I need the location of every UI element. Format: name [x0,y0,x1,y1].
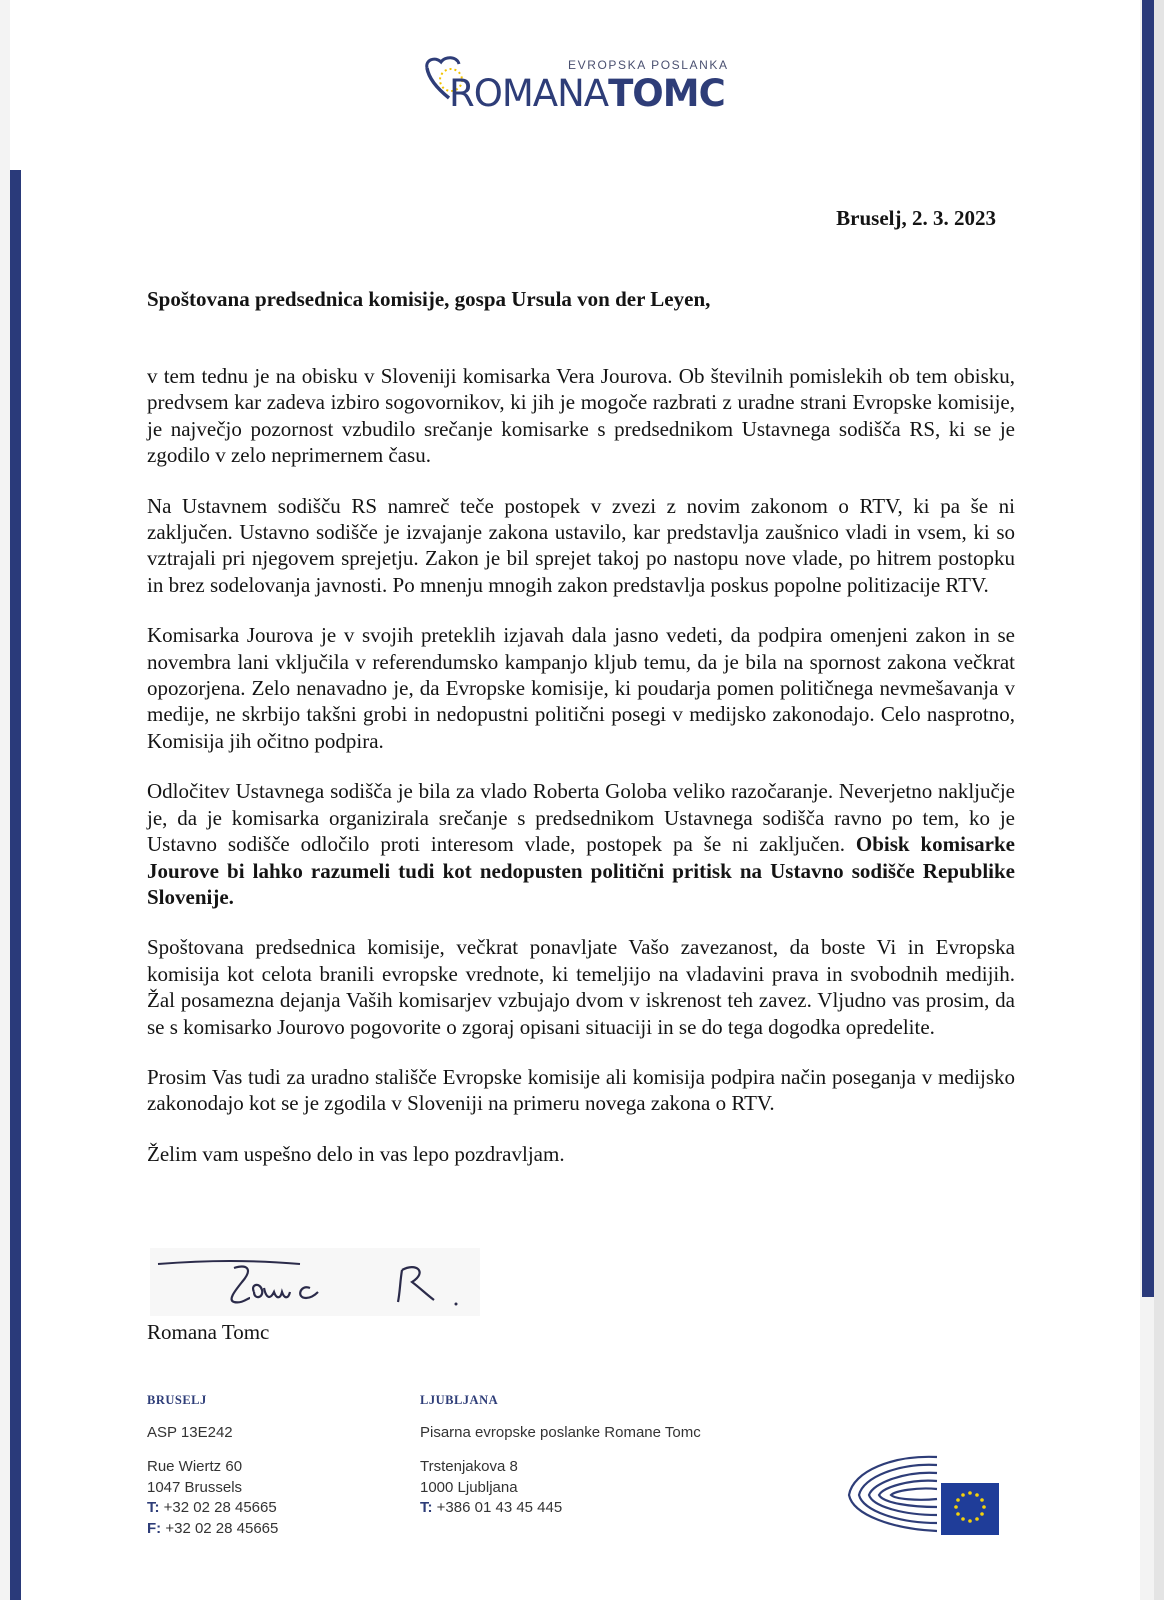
footer-heading: LJUBLJANA [420,1393,499,1407]
european-parliament-logo-icon [843,1449,1003,1541]
salutation: Spoštovana predsednica komisije, gospa Ursula von der Leyen, [147,287,711,311]
paragraph: Spoštovana predsednica komisije, večkrat ponavljate Vašo zavezanost, da boste Vi in Evropska komisija kot celota branili evropske vrednote, ki temeljijo na vladavini prava in svobodnih medijih. Žal posamezna dejanja Vaših komisarjev vzbujajo dvom v iskrenost teh zavez. Vljudno vas prosim, da se s komisarko Jourovo pogovorite o zgoraj opisani situaciji in se do tega dogodka opredelite. [147,935,1015,1039]
logo-name [449,72,725,115]
scrollbar-track[interactable] [1154,0,1164,1600]
city-address: 1047 Brussels [147,1478,243,1496]
paragraph [147,778,1015,910]
left-accent-bar [10,170,21,1600]
logo-subtitle: EVROPSKA POSLANKA [568,58,729,72]
handwritten-signature [150,1248,480,1316]
footer-ljubljana [420,1390,701,1519]
paragraph-text: Odločitev Ustavnega sodišča je bila za vlado Roberta Goloba veliko razočaranje. Neverjetno naključje je, da je komisarka organizirala srečanje s predsednikom Ustavnega sodišča ravno po tem, ko je Ustavno sodišče odločilo proti interesom vlade, postopek pa še ni zaključen. [147,779,1015,857]
romana-tomc-logo [423,50,743,120]
logo-name-thin: ROMANA [449,72,609,115]
fax-label: F: [147,1519,162,1537]
paragraph-emphasis: Obisk komisarke Jourove bi lahko razumeli tudi kot nedopusten politični pritisk na Ustavno sodišče Republike Slovenije. [147,832,1016,909]
paragraph: v tem tednu je na obisku v Sloveniji komisarka Vera Jourova. Ob številnih pomislekih ob tem obisku, predvsem kar zadeva izbiro sogovornikov, ki jih je mogoče razbrati z uradne strani Evropske komisije, je največjo pozornost vzbudilo srečanje komisarke s predsednikom Ustavnega sodišča RS, ki se je zgodilo v zelo neprimernem času. [147,364,1015,468]
letter-date: Bruselj, 2. 3. 2023 [836,206,996,230]
footer-heading: BRUSELJ [147,1393,207,1407]
scrollbar[interactable] [1142,0,1154,1297]
street-address: Rue Wiertz 60 [147,1458,243,1475]
street-address: Trstenjakova 8 [420,1458,518,1475]
signer-name: Romana Tomc [147,1320,270,1344]
phone-number: +32 02 28 45665 [163,1499,277,1516]
footer-brussels [147,1390,278,1539]
fax-number: +32 02 28 45665 [165,1519,279,1537]
phone-line [420,1498,701,1519]
logo-name-bold: TOMC [608,72,725,115]
phone-label: T: [420,1499,433,1516]
phone-label: T: [147,1499,160,1516]
paragraph: Na Ustavnem sodišču RS namreč teče postopek v zvezi z novim zakonom o RTV, ki pa še ni zaključen. Ustavno sodišče je izvajanje zakona ustavilo, kar predstavlja zaušnico vladi in vsem, ki so vztrajali pri njegovem sprejetju. Zakon je bil sprejet takoj po nastopu nove vlade, po hitrem postopku in brez sodelovanja javnosti. Po mnenju mnogih zakon predstavlja poskus popolne politizacije RTV. [147,493,1015,597]
office-name: Pisarna evropske poslanke Romane Tomc [420,1423,701,1441]
letter-body [147,363,1015,1191]
closing-line: Želim vam uspešno delo in vas lepo pozdravljam. [147,1141,565,1166]
office-number: ASP 13E242 [147,1423,233,1441]
fax-line [147,1519,278,1540]
city-address: 1000 Ljubljana [420,1478,518,1496]
paragraph: Komisarka Jourova je v svojih preteklih izjavah dala jasno vedeti, da podpira omenjeni zakon in se novembra lani vključila v referendumsko kampanjo kljub temu, da je bila na spornost zakona večkrat opozorjena. Zelo nenavadno je, da Evropske komisije, ki poudarja pomen političnega nevmešavanja v medije, ne skrbijo takšni grobi in nedopustni politični posegi v medijsko zakonodajo. Celo nasprotno, Komisija jih očitno podpira. [147,623,1015,753]
paragraph: Prosim Vas tudi za uradno stališče Evropske komisije ali komisija podpira način poseganja v medijsko zakonodajo kot se je zgodila v Sloveniji na primeru novega zakona o RTV. [147,1064,1015,1116]
phone-line [147,1498,278,1519]
phone-number: +386 01 43 45 445 [436,1499,563,1516]
